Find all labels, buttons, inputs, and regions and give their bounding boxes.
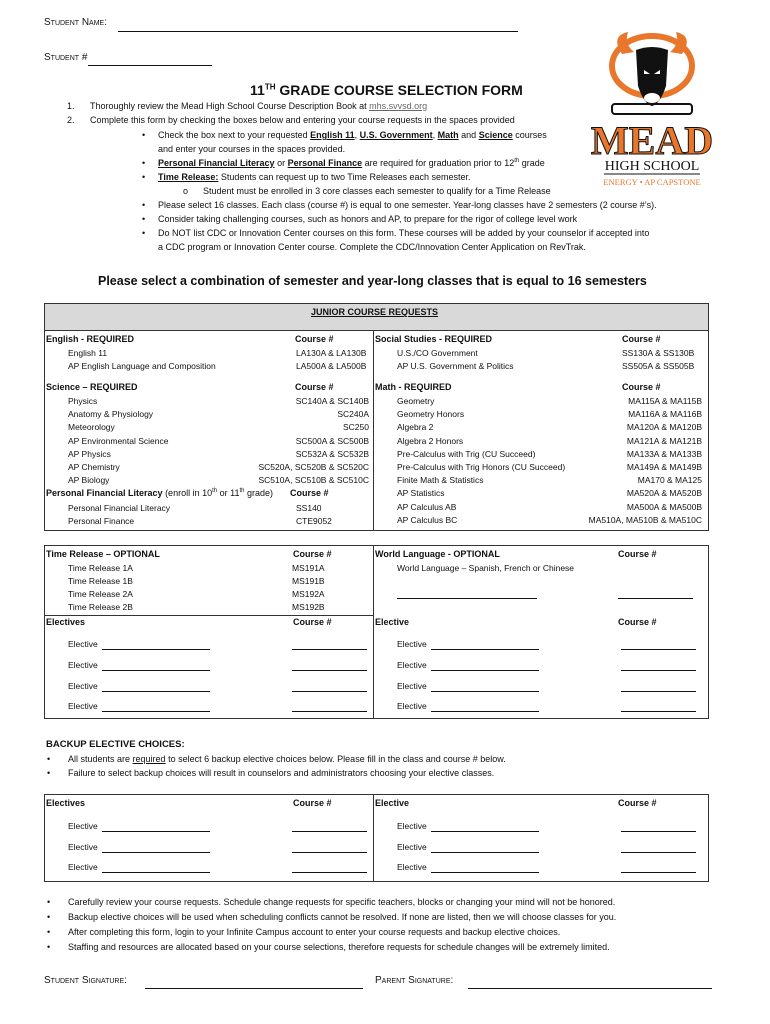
- course-number: SS140: [296, 503, 322, 513]
- course-name: Personal Financial Literacy: [68, 503, 171, 513]
- student-signature-field[interactable]: [145, 988, 363, 989]
- course-name: Finite Math & Statistics: [397, 475, 484, 486]
- course-name: English 11: [68, 348, 108, 358]
- backup-bullet-1: • All students are required to select 6 backup elective choices below. Please fill in the class and course # below.: [47, 754, 506, 764]
- course-header: Course #: [622, 382, 661, 392]
- course-name: Time Release 1A: [68, 563, 133, 573]
- elective-class-field[interactable]: [102, 831, 210, 832]
- elective-course-field[interactable]: [292, 852, 367, 853]
- course-number: MS191B: [292, 576, 325, 586]
- course-number: MA115A & MA115B: [628, 396, 702, 406]
- elective-label: Elective: [397, 862, 427, 872]
- course-header: Course #: [293, 617, 332, 627]
- course-number: SC510A, SC510B & SC510C: [258, 475, 369, 486]
- footer-bullet-1: • Carefully review your course requests. Schedule change requests for specific teachers, blocks or changing your mind will not be honored.: [47, 897, 616, 907]
- course-number: SS130A & SS130B: [622, 348, 695, 358]
- world-language-title: World Language - OPTIONAL: [375, 549, 500, 559]
- instruction-number: 1.: [67, 101, 75, 111]
- elective-label: Elective: [68, 841, 98, 852]
- course-name: U.S./CO Government: [397, 348, 478, 358]
- student-name-field[interactable]: [118, 31, 518, 32]
- table-divider: [373, 794, 374, 881]
- elective-class-field[interactable]: [431, 670, 539, 671]
- course-number: MA120A & MA120B: [626, 422, 702, 433]
- elective-label: Elective: [397, 701, 427, 712]
- elective-class-field[interactable]: [431, 852, 539, 853]
- course-number: MS192A: [292, 589, 325, 599]
- elective-class-field[interactable]: [431, 711, 539, 712]
- course-header: Course #: [295, 382, 334, 392]
- elective-title: Elective: [375, 617, 410, 627]
- mead-logo: [590, 26, 714, 216]
- footer-bullet-2: • Backup elective choices will be used when scheduling conflicts cannot be resolved. If none are listed, then we will choose classes for you.: [47, 912, 617, 922]
- elective-label: Elective: [397, 821, 427, 831]
- course-number: MA116A & MA116B: [628, 409, 702, 420]
- course-name: Pre-Calculus with Trig Honors (CU Succeed): [397, 462, 566, 472]
- course-name: Meteorology: [68, 422, 115, 433]
- course-number: LA500A & LA500B: [296, 361, 367, 371]
- elective-course-field[interactable]: [621, 831, 696, 832]
- bullet-cdc: • Do NOT list CDC or Innovation Center courses on this form. These courses will be added by your counselor if accepted into: [158, 228, 649, 238]
- footer-bullet-3: • After completing this form, login to your Infinite Campus account to enter your course requests and backup elective choices.: [47, 927, 561, 937]
- parent-signature-label: Parent Signature:: [375, 975, 454, 986]
- world-language-options: World Language – Spanish, French or Chinese: [397, 563, 575, 573]
- course-header: Course #: [618, 798, 657, 808]
- elective-label: Elective: [68, 680, 98, 691]
- elective-course-field[interactable]: [621, 711, 696, 712]
- course-number: CTE9052: [296, 516, 332, 526]
- elective-course-field[interactable]: [621, 852, 696, 853]
- instruction-1: Thoroughly review the Mead High School Course Description Book at mhs.svvsd.org: [90, 101, 428, 111]
- course-header: Course #: [295, 334, 334, 344]
- course-number: MS192B: [292, 602, 325, 612]
- course-name: AP Physics: [68, 448, 111, 459]
- elective-class-field[interactable]: [431, 649, 539, 650]
- electives-title: Electives: [46, 617, 86, 627]
- elective-course-field[interactable]: [292, 872, 367, 873]
- elective-label: Elective: [397, 680, 427, 691]
- elective-course-field[interactable]: [292, 670, 367, 671]
- elective-course-field[interactable]: [292, 691, 367, 692]
- course-name: AP U.S. Government & Politics: [397, 361, 514, 371]
- course-number: LA130A & LA130B: [296, 348, 367, 358]
- course-name: Physics: [68, 396, 98, 406]
- elective-class-field[interactable]: [102, 649, 210, 650]
- course-name: Algebra 2 Honors: [397, 435, 464, 446]
- course-name: Personal Finance: [68, 516, 135, 526]
- course-name: Time Release 2A: [68, 589, 133, 599]
- course-book-link[interactable]: mhs.svvsd.org: [369, 101, 428, 111]
- course-number: SS505A & SS505B: [622, 361, 695, 371]
- course-name: Pre-Calculus with Trig (CU Succeed): [397, 448, 536, 459]
- time-release-title: Time Release – OPTIONAL: [46, 549, 160, 559]
- course-name: Geometry: [397, 396, 435, 406]
- elective-course-field[interactable]: [621, 670, 696, 671]
- elective-course-field[interactable]: [621, 649, 696, 650]
- elective-label: Elective: [68, 701, 98, 712]
- math-title: Math - REQUIRED: [375, 382, 452, 392]
- course-header: Course #: [293, 798, 332, 808]
- course-number: SC500A & SC500B: [295, 435, 369, 446]
- course-name: AP Environmental Science: [68, 435, 169, 446]
- elective-label: Elective: [397, 659, 427, 670]
- table-divider: [373, 330, 374, 530]
- elective-course-field[interactable]: [621, 872, 696, 873]
- section-subheading: Please select a combination of semester and year-long classes that is equal to 16 semesters: [98, 274, 647, 288]
- elective-class-field[interactable]: [431, 831, 539, 832]
- logo-tagline: ENERGY • AP CAPSTONE: [603, 177, 701, 187]
- course-name: AP Calculus AB: [397, 501, 457, 512]
- course-number: MA133A & MA133B: [626, 448, 702, 459]
- course-number: SC532A & SC532B: [295, 448, 369, 459]
- course-header: Course #: [290, 488, 329, 498]
- elective-course-field[interactable]: [292, 831, 367, 832]
- elective-course-field[interactable]: [621, 691, 696, 692]
- course-name: Geometry Honors: [397, 409, 465, 420]
- elective-class-field[interactable]: [431, 691, 539, 692]
- elective-course-field[interactable]: [292, 711, 367, 712]
- logo-subtitle: HIGH SCHOOL: [604, 159, 700, 174]
- course-header: Course #: [618, 617, 657, 627]
- page-title: 11TH GRADE COURSE SELECTION FORM: [250, 82, 523, 98]
- elective-class-field[interactable]: [102, 711, 210, 712]
- course-header: Course #: [618, 549, 657, 559]
- elective-label: Elective: [68, 821, 98, 831]
- course-name: AP Calculus BC: [397, 514, 458, 525]
- bullet-time-release-sub: Student must be enrolled in 3 core classes each semester to qualify for a Time Release: [203, 186, 551, 196]
- elective-label: Elective: [397, 639, 427, 649]
- world-language-course-field[interactable]: [618, 598, 693, 599]
- course-name: Algebra 2: [397, 422, 434, 433]
- footer-bullet-4: • Staffing and resources are allocated based on your course selections, therefore requests for schedule changes will be extremely limited.: [47, 942, 610, 952]
- junior-banner-label: JUNIOR COURSE REQUESTS: [311, 307, 439, 317]
- english-title: English - REQUIRED: [46, 334, 135, 344]
- pfl-title: Personal Financial Literacy (enroll in 10th or 11th grade): [46, 488, 274, 498]
- logo-wordmark: MEAD: [590, 118, 714, 163]
- instruction-2: Complete this form by checking the boxes below and entering your course requests in the spaces provided: [90, 115, 515, 125]
- social-studies-title: Social Studies - REQUIRED: [375, 334, 493, 344]
- student-signature-label: Student Signature:: [44, 975, 127, 986]
- table-divider: [373, 545, 374, 718]
- course-name: AP Biology: [68, 475, 110, 486]
- student-number-field[interactable]: [88, 65, 212, 66]
- backup-bullet-2: • Failure to select backup choices will result in counselors and administrators choosing your elective classes.: [47, 768, 495, 778]
- course-name: AP English Language and Composition: [68, 361, 216, 371]
- bullet-pfl: • Personal Financial Literacy or Personal Finance are required for graduation prior to 12th grade: [158, 158, 545, 168]
- course-number: MA500A & MA500B: [626, 501, 702, 512]
- elective-label: Elective: [68, 862, 98, 872]
- course-number: SC250: [343, 422, 369, 433]
- bullet-challenge: • Consider taking challenging courses, such as honors and AP, to prepare for the rigor of college level work: [158, 214, 577, 224]
- optional-table: [44, 545, 709, 719]
- elective-class-field[interactable]: [102, 691, 210, 692]
- student-name-label: Student Name:: [44, 17, 108, 28]
- world-language-field[interactable]: [397, 598, 537, 599]
- elective-class-field[interactable]: [102, 852, 210, 853]
- student-number-label: Student #: [44, 52, 88, 63]
- bullet-cdc-line2: a CDC program or Innovation Center course. Complete the CDC/Innovation Center Application on RevTrak.: [158, 242, 586, 252]
- science-title: Science – REQUIRED: [46, 382, 138, 392]
- bullet-check-box-line2: and enter your courses in the spaces provided.: [158, 144, 346, 154]
- elective-label: Elective: [68, 639, 98, 649]
- elective-course-field[interactable]: [292, 649, 367, 650]
- course-name: Time Release 1B: [68, 576, 133, 586]
- elective-class-field[interactable]: [102, 670, 210, 671]
- course-header: Course #: [622, 334, 661, 344]
- parent-signature-field[interactable]: [468, 988, 712, 989]
- course-name: Time Release 2B: [68, 602, 133, 612]
- course-name: Anatomy & Physiology: [68, 409, 154, 420]
- course-number: MA170 & MA125: [637, 475, 702, 486]
- elective-class-field[interactable]: [102, 872, 210, 873]
- bullet-check-box: • Check the box next to your requested English 11, U.S. Government, Math and Science courses: [158, 130, 547, 140]
- course-number: MA520A & MA520B: [626, 488, 702, 499]
- course-number: SC520A, SC520B & SC520C: [258, 462, 369, 472]
- elective-class-field[interactable]: [431, 872, 539, 873]
- course-number: MA510A, MA510B & MA510C: [588, 514, 702, 525]
- course-number: MA149A & MA149B: [626, 462, 702, 472]
- instruction-number: 2.: [67, 115, 75, 125]
- bullet-time-release: • Time Release: Students can request up to two Time Releases each semester.: [158, 172, 471, 182]
- elective-label: Elective: [68, 659, 98, 670]
- sub-bullet-marker: o: [183, 186, 189, 196]
- backup-heading: BACKUP ELECTIVE CHOICES:: [46, 739, 185, 750]
- course-number: SC140A & SC140B: [295, 396, 369, 406]
- backup-elective-title: Elective: [375, 798, 410, 808]
- course-name: AP Statistics: [397, 488, 445, 499]
- backup-electives-title: Electives: [46, 798, 86, 808]
- elective-label: Elective: [397, 841, 427, 852]
- table-divider: [44, 615, 373, 616]
- course-header: Course #: [293, 549, 332, 559]
- course-number: MS191A: [292, 563, 325, 573]
- course-number: MA121A & MA121B: [626, 435, 702, 446]
- bullet-16-classes: • Please select 16 classes. Each class (course #) is equal to one semester. Year-long classes have 2 semesters (2 course #’s).: [158, 200, 657, 210]
- course-name: AP Chemistry: [68, 462, 120, 472]
- course-number: SC240A: [337, 409, 369, 420]
